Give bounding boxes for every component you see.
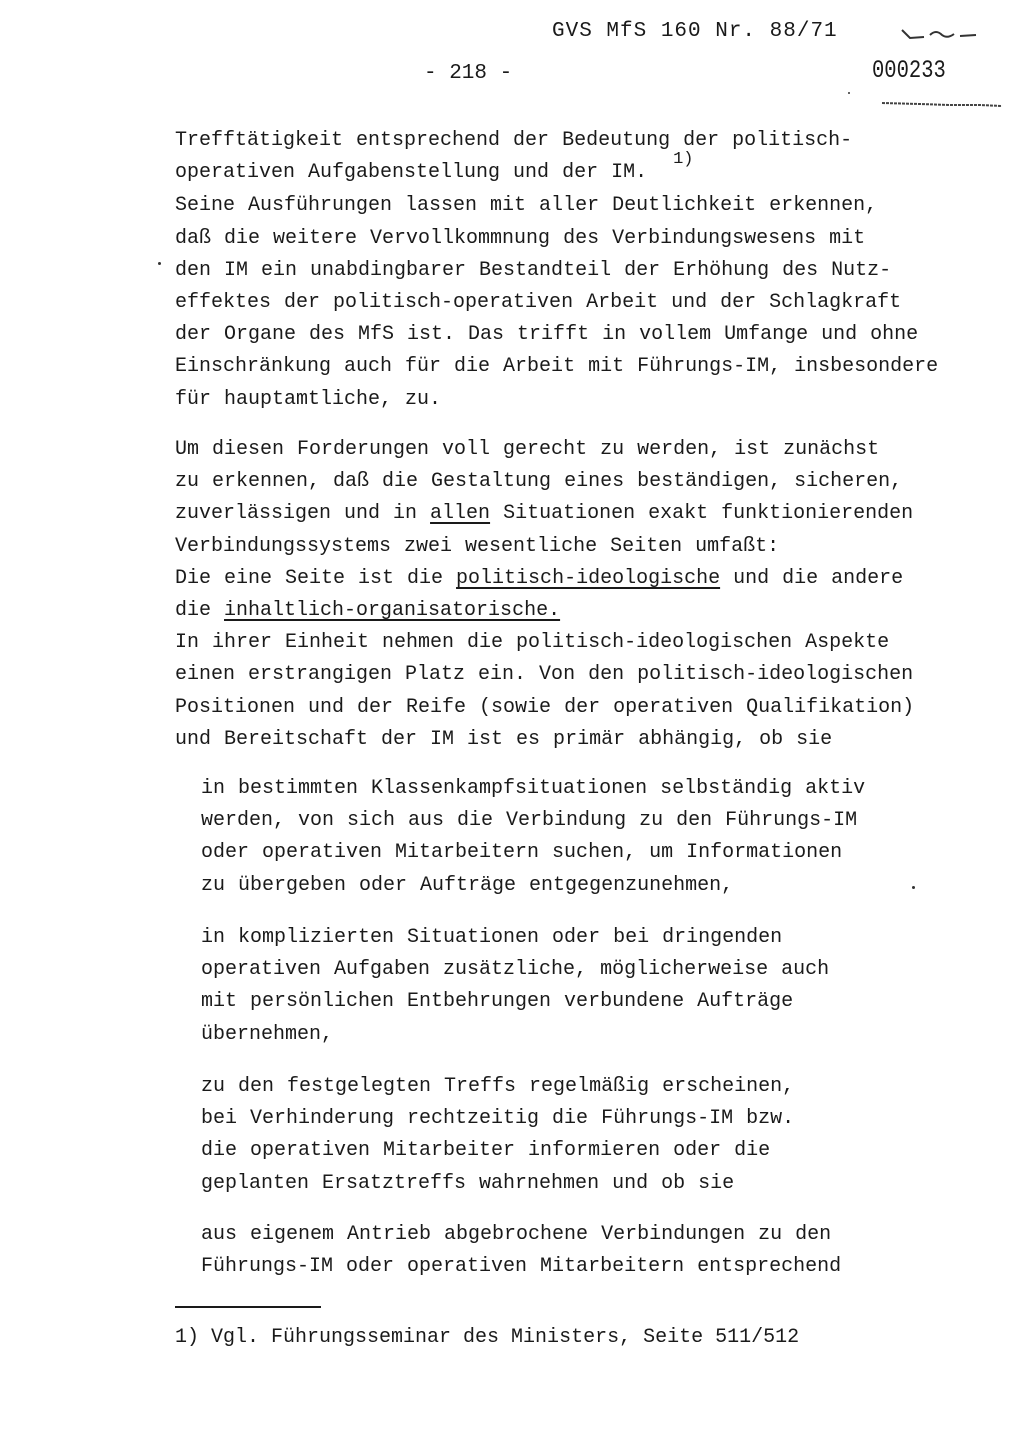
text-line: übernehmen,	[201, 1022, 334, 1046]
archive-scribble-mark	[900, 26, 980, 42]
text-line: zu übergeben oder Aufträge entgegenzunehmen,	[201, 873, 734, 897]
list-item	[201, 773, 921, 902]
text-line: Trefftätigkeit entsprechend der Bedeutung der politisch-	[175, 129, 853, 152]
footnote: 1) Vgl. Führungsseminar des Ministers, Seite 511/512	[175, 1326, 800, 1349]
text-line: Führungs-IM oder operativen Mitarbeitern entsprechend	[201, 1255, 842, 1279]
paragraph-intro	[175, 125, 1015, 416]
paragraph-requirements	[175, 434, 1015, 756]
text-line: effektes der politisch-operativen Arbeit und der Schlagkraft	[175, 291, 902, 315]
text-line: aus eigenem Antrieb abgebrochene Verbindungen zu den	[201, 1223, 832, 1246]
text-line: mit persönlichen Entbehrungen verbundene Aufträge	[201, 990, 794, 1014]
emphasis-underline: politisch-ideologische	[456, 566, 721, 590]
text-line: daß die weitere Vervollkommnung des Verbindungswesens mit	[175, 226, 866, 250]
text-line: Verbindungssystems zwei wesentliche Seiten umfaßt:	[175, 534, 780, 558]
text-line: der Organe des MfS ist. Das trifft in vollem Umfange und ohne	[175, 323, 919, 347]
text-line: werden, von sich aus die Verbindung zu den Führungs-IM	[201, 809, 858, 833]
footnote-reference: 1)	[673, 150, 694, 170]
text-line: operativen Aufgaben zusätzliche, möglicherweise auch	[201, 958, 830, 982]
text-line: Seine Ausführungen lassen mit aller Deutlichkeit erkennen,	[175, 194, 878, 218]
text-line: operativen Aufgabenstellung und der IM. $^{1)}$	[175, 150, 694, 185]
scan-speck	[158, 262, 161, 265]
text-line: in komplizierten Situationen oder bei dringenden	[201, 926, 783, 949]
text-line: und Bereitschaft der IM ist es primär abhängig, ob sie	[175, 727, 833, 751]
archive-stamp-number: 000233	[872, 56, 946, 85]
text-line: die inhaltlich-organisatorische.	[175, 599, 561, 623]
archive-stamp-line	[880, 100, 1004, 108]
page-number: - 218 -	[424, 62, 513, 85]
emphasis-underline: allen	[430, 502, 491, 526]
text-line: den IM ein unabdingbarer Bestandteil der Erhöhung des Nutz-	[175, 258, 892, 282]
text-line: in bestimmten Klassenkampfsituationen selbständig aktiv	[201, 777, 866, 800]
text-line: für hauptamtliche, zu.	[175, 387, 442, 411]
list-item	[201, 1219, 921, 1283]
list-item	[201, 922, 921, 1051]
list-item	[201, 1071, 921, 1200]
text-line: In ihrer Einheit nehmen die politisch-ideologischen Aspekte	[175, 631, 890, 655]
text-line: Um diesen Forderungen voll gerecht zu werden, ist zunächst	[175, 438, 880, 461]
scan-speck	[848, 92, 850, 94]
footnote-divider	[175, 1306, 321, 1308]
document-reference: GVS MfS 160 Nr. 88/71	[552, 20, 838, 43]
text-line: bei Verhinderung rechtzeitig die Führungs-IM bzw.	[201, 1107, 795, 1131]
text-line: einen erstrangigen Platz ein. Von den politisch-ideologischen	[175, 663, 914, 687]
text-line: zuverlässigen und in allen Situationen exakt funktionierenden	[175, 502, 914, 526]
scan-speck	[912, 886, 915, 889]
text-line: zu erkennen, daß die Gestaltung eines beständigen, sicheren,	[175, 470, 903, 494]
text-line: Die eine Seite ist die politisch-ideologische und die andere	[175, 566, 904, 590]
text-line: Positionen und der Reife (sowie der operativen Qualifikation)	[175, 695, 915, 719]
text-line: zu den festgelegten Treffs regelmäßig erscheinen,	[201, 1075, 795, 1098]
emphasis-underline: inhaltlich-organisatorische.	[224, 599, 561, 623]
text-line: geplanten Ersatztreffs wahrnehmen und ob sie	[201, 1171, 735, 1195]
text-line: Einschränkung auch für die Arbeit mit Führungs-IM, insbesondere	[175, 355, 939, 379]
text-line: die operativen Mitarbeiter informieren oder die	[201, 1139, 771, 1163]
text-line: oder operativen Mitarbeitern suchen, um Informationen	[201, 841, 843, 865]
